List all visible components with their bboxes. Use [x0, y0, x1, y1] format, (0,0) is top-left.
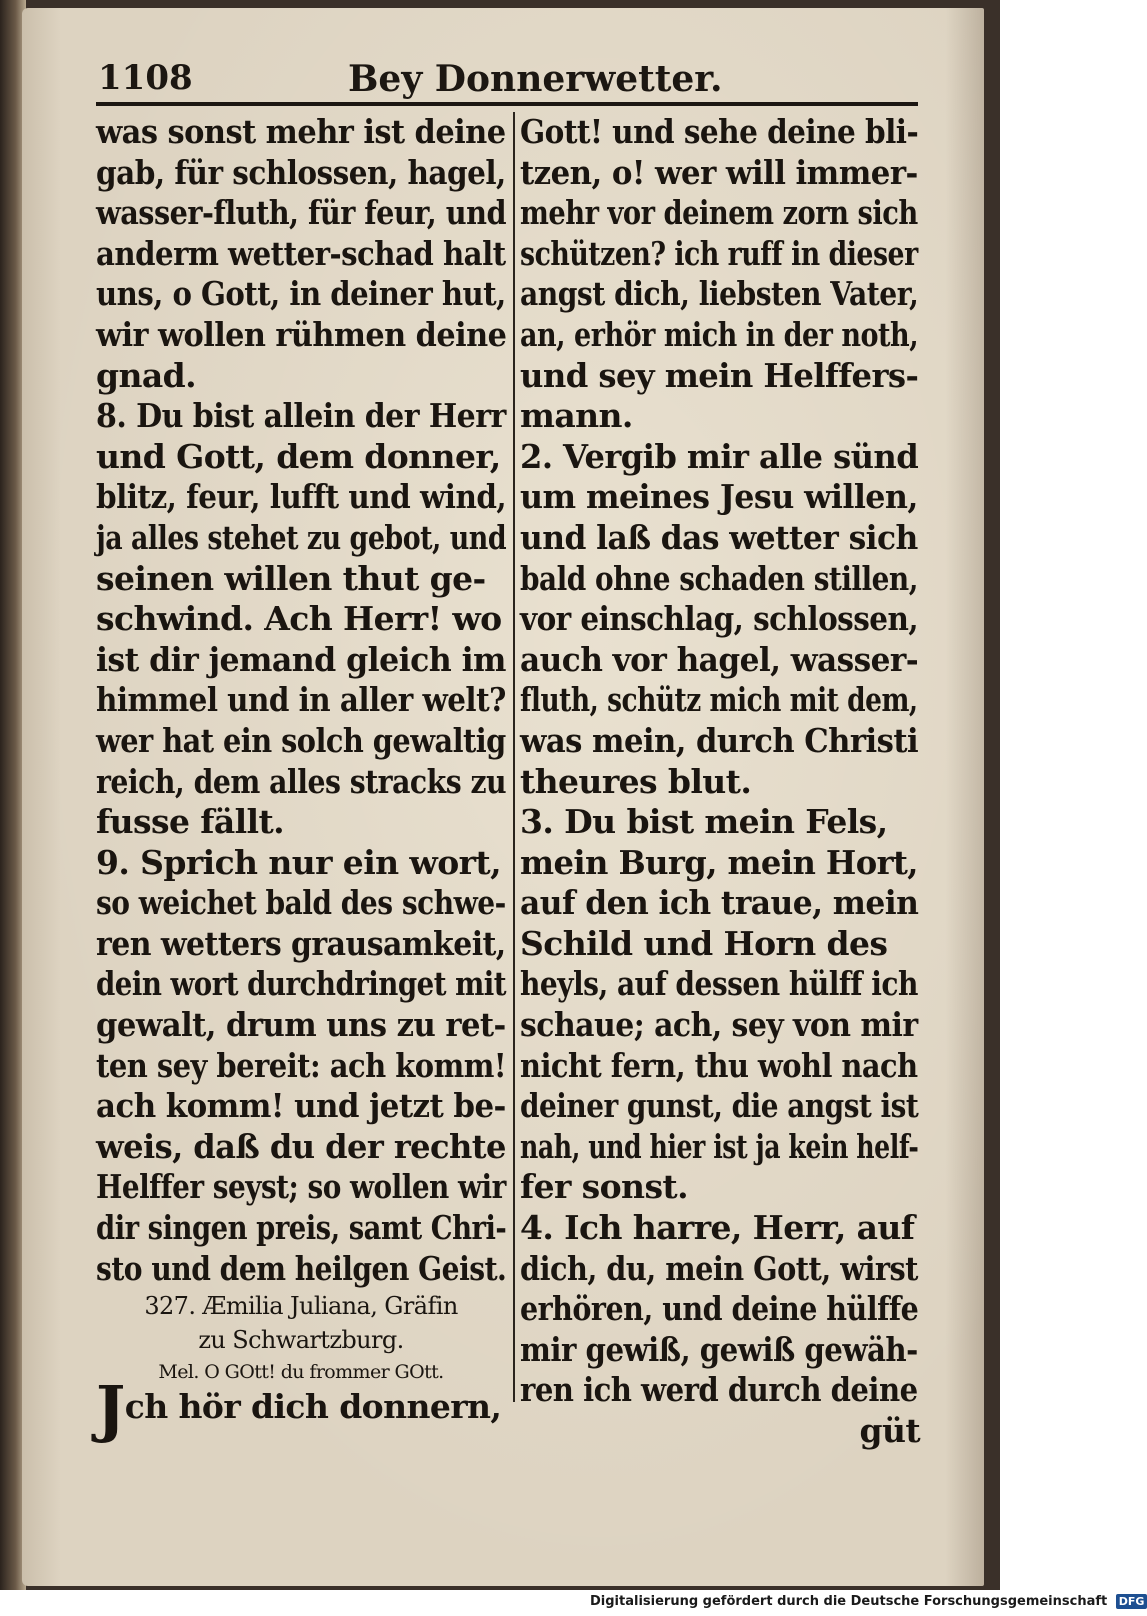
hymn-attribution-line2: zu Schwartzburg. [198, 1326, 404, 1355]
left-column-lines [96, 112, 506, 1289]
hymn-attribution-line1: 327. Æmilia Juliana, Gräfin [144, 1292, 458, 1321]
running-head [98, 58, 918, 100]
hymn-melody: Mel. O GOtt! du frommer GOtt. [158, 1361, 444, 1384]
right-line: Gott! und sehe deine bli- [520, 112, 919, 151]
right-line: nicht fern, thu wohl nach [520, 1045, 918, 1085]
right-line: 2. Vergib mir alle sünd [520, 436, 919, 476]
right-line: mann. [520, 396, 633, 436]
header-rule [96, 102, 918, 106]
right-line: auf den ich traue, mein [520, 883, 919, 923]
running-title: Bey Donnerwetter. [348, 58, 723, 100]
left-line: uns, o Gott, in deiner hut, [96, 274, 506, 314]
right-line: erhören, und deine hülffe [520, 1289, 919, 1329]
left-line: was sonst mehr ist deine [96, 112, 506, 151]
left-line: wir wollen rühmen deine [96, 314, 507, 354]
left-line: wasser-fluth, für feur, und [96, 193, 507, 233]
catchword: güt [859, 1411, 920, 1450]
right-line: mir gewiß, gewiß gewäh- [520, 1329, 918, 1369]
left-line: himmel und in aller welt? [96, 680, 506, 720]
left-line: reich, dem alles stracks zu [96, 761, 507, 801]
right-line: tzen, o! wer will immer- [520, 152, 918, 192]
dfg-logo-icon: DFG [1116, 1594, 1147, 1609]
column-divider [513, 112, 515, 1402]
left-line: gewalt, drum uns zu ret- [96, 1005, 506, 1045]
left-line: gab, für schlossen, hagel, [96, 152, 506, 192]
right-line: schaue; ach, sey von mir [520, 1005, 918, 1045]
right-line: theures blut. [520, 761, 752, 801]
left-column [96, 112, 507, 1446]
left-line: sto und dem heilgen Geist. [96, 1248, 507, 1288]
right-line: mein Burg, mein Hort, [520, 842, 918, 882]
left-line: blitz, feur, lufft und wind, [96, 477, 507, 517]
left-line: Helffer seyst; so wollen wir [96, 1167, 506, 1207]
first-line-rest: ch hör dich donnern, [124, 1387, 502, 1427]
drop-cap: J [96, 1372, 125, 1446]
right-line: schützen? ich ruff in dieser [520, 233, 918, 273]
right-column-lines [520, 112, 920, 1411]
right-line: 4. Ich harre, Herr, auf [520, 1208, 915, 1248]
right-line: Schild und Horn des [520, 923, 888, 963]
right-line: was mein, durch Christi [520, 720, 919, 760]
funding-footer [590, 1594, 1147, 1609]
left-line: ten sey bereit: ach komm! [96, 1045, 507, 1085]
right-line: und sey mein Helffers- [520, 355, 919, 395]
right-line: und laß das wetter sich [520, 517, 918, 557]
left-line: ren wetters grausamkeit, [96, 923, 506, 963]
left-line: 8. Du bist allein der Herr [96, 396, 506, 436]
left-line: 9. Sprich nur ein wort, [96, 842, 501, 882]
right-line: heyls, auf dessen hülff ich [520, 964, 918, 1004]
footer-text: Digitalisierung gefördert durch die Deutsche Forschungsgemeinschaft [590, 1594, 1108, 1609]
left-line: schwind. Ach Herr! wo [96, 599, 502, 639]
left-line: wer hat ein solch gewaltig [96, 720, 506, 760]
right-line: fluth, schütz mich mit dem, [520, 680, 918, 720]
left-line: dein wort durchdringet mit [96, 964, 507, 1004]
right-line: mehr vor deinem zorn sich [520, 193, 918, 233]
right-column [520, 112, 920, 1452]
right-line: fer sonst. [520, 1167, 688, 1207]
left-line: anderm wetter-schad halt [96, 233, 506, 273]
right-line: dich, du, mein Gott, wirst [520, 1248, 918, 1288]
left-line: ach komm! und jetzt be- [96, 1086, 506, 1126]
right-line: bald ohne schaden stillen, [520, 558, 918, 598]
left-line: fusse fällt. [96, 802, 285, 842]
left-line: ja alles stehet zu gebot, und [96, 517, 507, 557]
left-line: weis, daß du der rechte [96, 1126, 506, 1166]
left-line: und Gott, dem donner, [96, 436, 501, 476]
right-line: vor einschlag, schlossen, [520, 599, 919, 639]
left-line: so weichet bald des schwe- [96, 883, 506, 923]
left-line: gnad. [96, 355, 197, 395]
right-line: ren ich werd durch deine [520, 1370, 918, 1410]
right-line: nah, und hier ist ja kein helf- [520, 1126, 919, 1166]
right-line: 3. Du bist mein Fels, [520, 802, 888, 842]
left-line: ist dir jemand gleich im [96, 639, 506, 679]
left-line: dir singen preis, samt Chri- [96, 1208, 507, 1248]
page-number: 1108 [98, 58, 193, 98]
right-line: auch vor hagel, wasser- [520, 639, 919, 679]
left-line: seinen willen thut ge- [96, 558, 486, 598]
right-line: um meines Jesu willen, [520, 477, 918, 517]
right-line: angst dich, liebsten Vater, [520, 274, 919, 314]
right-line: an, erhör mich in der noth, [520, 314, 919, 354]
right-line: deiner gunst, die angst ist [520, 1086, 919, 1126]
